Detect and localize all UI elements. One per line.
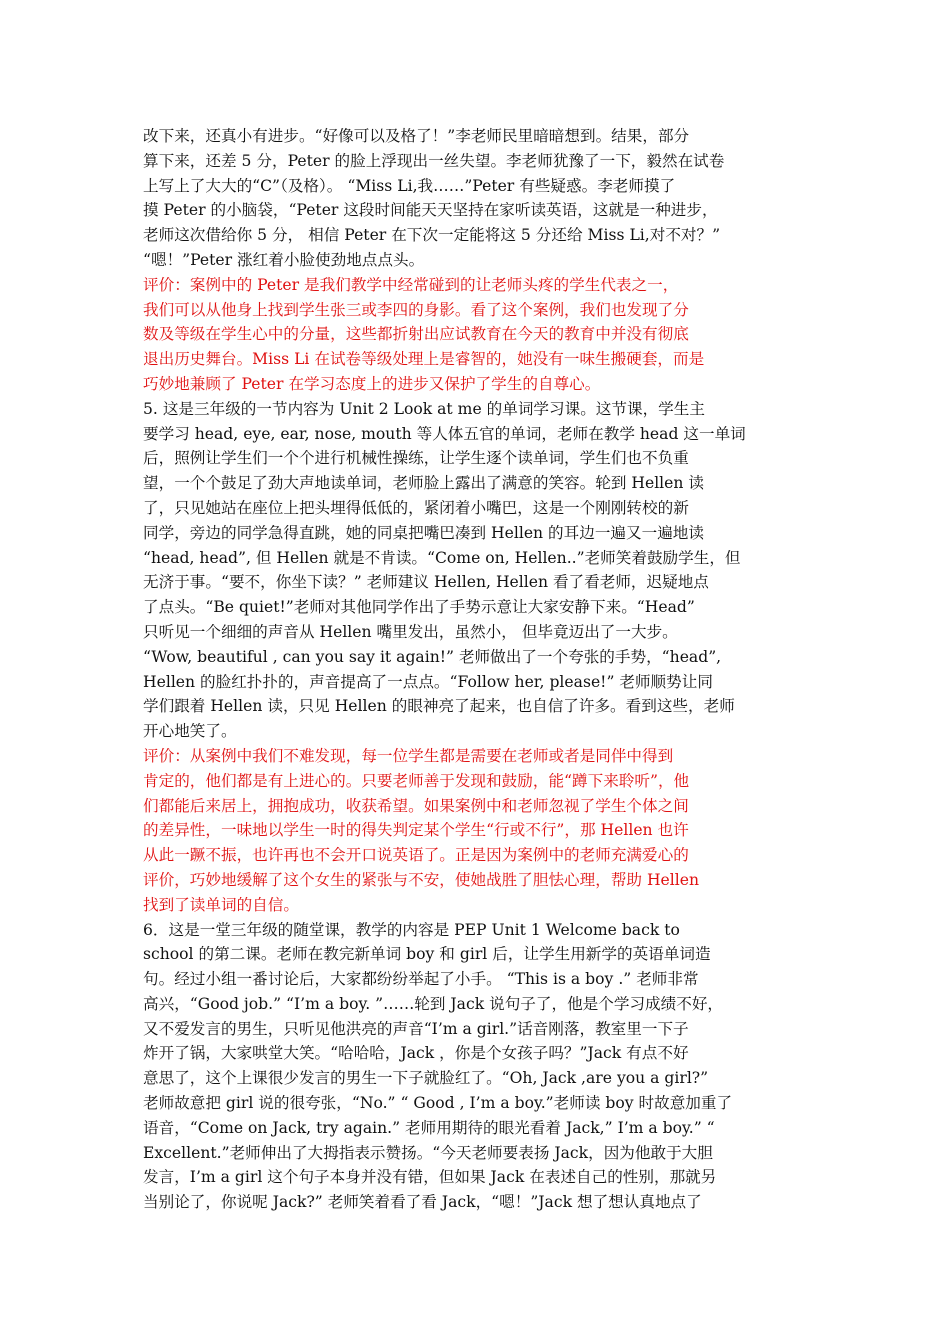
text-line: 评价：案例中的 Peter 是我们教学中经常碰到的让老师头疼的学生代表之一， bbox=[143, 275, 679, 294]
text-line: 退出历史舞台。Miss Li 在试卷等级处理上是睿智的，她没有一味生搬硬套，而是 bbox=[143, 350, 705, 369]
text-line: “Wow, beautiful , can you say it again!” 老师做出了一个夸张的手势，“head”, bbox=[143, 647, 722, 666]
text-line: 数及等级在学生心中的分量，这些都折射出应试教育在今天的教育中并没有彻底 bbox=[143, 325, 689, 344]
text-line: 肯定的，他们都是有上进心的。只要老师善于发现和鼓励，能“蹲下来聆听”，他 bbox=[143, 771, 690, 790]
text-line: 巧妙地兼顾了 Peter 在学习态度上的进步又保护了学生的自尊心。 bbox=[143, 374, 601, 393]
text-line: 找到了读单词的自信。 bbox=[143, 895, 299, 914]
text-line: 只听见一个细细的声音从 Hellen 嘴里发出，虽然小， 但毕竟迈出了一大步。 bbox=[143, 622, 678, 641]
text-line: 从此一蹶不振，也许再也不会开口说英语了。正是因为案例中的老师充满爱心的 bbox=[143, 846, 689, 865]
text-line: 上写上了大大的“C”（及格）。 “Miss Li,我……”Peter 有些疑惑。李老师摸了 bbox=[143, 176, 676, 195]
text-line: “head, head”, 但 Hellen 就是不肯读。“Come on, Hellen..”老师笑着鼓励学生，但 bbox=[143, 548, 741, 567]
comment-paragraph-peter bbox=[143, 273, 808, 397]
text-line: 6．这是一堂三年级的随堂课，教学的内容是 PEP Unit 1 Welcome back to bbox=[143, 920, 680, 939]
text-line: “嗯！”Peter 涨红着小脸使劲地点点头。 bbox=[143, 250, 425, 269]
text-line: school 的第二课。老师在教完新单词 boy 和 girl 后，让学生用新学的英语单词造 bbox=[143, 945, 711, 964]
story-paragraph-peter bbox=[143, 124, 808, 273]
case-paragraph-jack bbox=[143, 918, 808, 1216]
text-line: 我们可以从他身上找到学生张三或李四的身影。看了这个案例，我们也发现了分 bbox=[143, 300, 689, 319]
text-line: 同学，旁边的同学急得直跳，她的同桌把嘴巴凑到 Hellen 的耳边一遍又一遍地读 bbox=[143, 523, 704, 542]
text-line: 后，照例让学生们一个个进行机械性操练，让学生逐个读单词，学生们也不负重 bbox=[143, 449, 689, 468]
text-line: 望，一个个鼓足了劲大声地读单词，老师脸上露出了满意的笑容。轮到 Hellen 读 bbox=[143, 474, 704, 493]
text-line: 要学习 head, eye, ear, nose, mouth 等人体五官的单词，老师在教学 head 这一单词 bbox=[143, 424, 746, 443]
text-line: Excellent.”老师伸出了大拇指表示赞扬。“今天老师要表扬 Jack，因为他敢于大胆 bbox=[143, 1143, 713, 1162]
text-line: Hellen 的脸红扑扑的，声音提高了一点点。“Follow her, please!” 老师顺势让同 bbox=[143, 672, 713, 691]
text-line: 的差异性，一味地以学生一时的得失判定某个学生“行或不行”，那 Hellen 也许 bbox=[143, 821, 689, 840]
text-line: 了，只见她站在座位上把头埋得低低的，紧闭着小嘴巴，这是一个刚刚转校的新 bbox=[143, 498, 689, 517]
text-line: 老师这次借给你 5 分， 相信 Peter 在下次一定能将这 5 分还给 Miss Li,对不对？” bbox=[143, 226, 721, 245]
text-line: 又不爱发言的男生，只听见他洪亮的声音“I’m a girl.”话音刚落，教室里一下子 bbox=[143, 1019, 689, 1038]
text-line: 5. 这是三年级的一节内容为 Unit 2 Look at me 的单词学习课。这节课，学生主 bbox=[143, 399, 705, 418]
text-line: 发言，I’m a girl 这个句子本身并没有错，但如果 Jack 在表述自己的性别，那就另 bbox=[143, 1168, 717, 1187]
text-line: 摸 Peter 的小脑袋，“Peter 这段时间能天天坚持在家听读英语，这就是一种进步， bbox=[143, 201, 718, 220]
text-line: 改下来，还真小有进步。“好像可以及格了！”李老师民里暗暗想到。结果，部分 bbox=[143, 127, 690, 145]
text-line: 评价，巧妙地缓解了这个女生的紧张与不安，使她战胜了胆怯心理，帮助 Hellen bbox=[143, 870, 700, 889]
comment-paragraph-hellen bbox=[143, 744, 808, 918]
text-line: 当别论了，你说呢 Jack?” 老师笑着看了看 Jack，“嗯！”Jack 想了想认真地点了 bbox=[143, 1193, 702, 1212]
text-line: 老师故意把 girl 说的很夸张，“No.” “ Good , I’m a boy.”老师读 boy 时故意加重了 bbox=[143, 1094, 733, 1113]
text-line: 无济于事。“要不，你坐下读？” 老师建议 Hellen, Hellen 看了看老师，迟疑地点 bbox=[143, 573, 709, 592]
text-line: 句。经过小组一番讨论后，大家都纷纷举起了小手。 “This is a boy .” 老师非常 bbox=[143, 970, 699, 989]
text-line: 们都能后来居上，拥抱成功，收获希望。如果案例中和老师忽视了学生个体之间 bbox=[143, 796, 689, 815]
text-line: 算下来，还差 5 分，Peter 的脸上浮现出一丝失望。李老师犹豫了一下，毅然在试卷 bbox=[143, 151, 725, 170]
text-line: 炸开了锅，大家哄堂大笑。“哈哈哈，Jack ，你是个女孩子吗？”Jack 有点不好 bbox=[143, 1044, 689, 1063]
text-line: 语音，“Come on Jack, try again.” 老师用期待的眼光看着 Jack,” I’m a boy.” “ bbox=[143, 1118, 715, 1137]
case-paragraph-hellen bbox=[143, 397, 808, 744]
text-line: 学们跟着 Hellen 读，只见 Hellen 的眼神亮了起来，也自信了许多。看到这些，老师 bbox=[143, 697, 735, 716]
text-line: 开心地笑了。 bbox=[143, 722, 237, 741]
text-line: 高兴，“Good job.” “I’m a boy. ”……轮到 Jack 说句子了，他是个学习成绩不好， bbox=[143, 994, 724, 1013]
document-page bbox=[143, 124, 808, 1215]
text-line: 意思了，这个上课很少发言的男生一下子就脸红了。“Oh, Jack ,are you a girl?” bbox=[143, 1069, 709, 1088]
text-line: 了点头。“Be quiet!”老师对其他同学作出了手势示意让大家安静下来。“Head” bbox=[143, 598, 695, 617]
text-line: 评价：从案例中我们不难发现，每一位学生都是需要在老师或者是同伴中得到 bbox=[143, 746, 674, 765]
